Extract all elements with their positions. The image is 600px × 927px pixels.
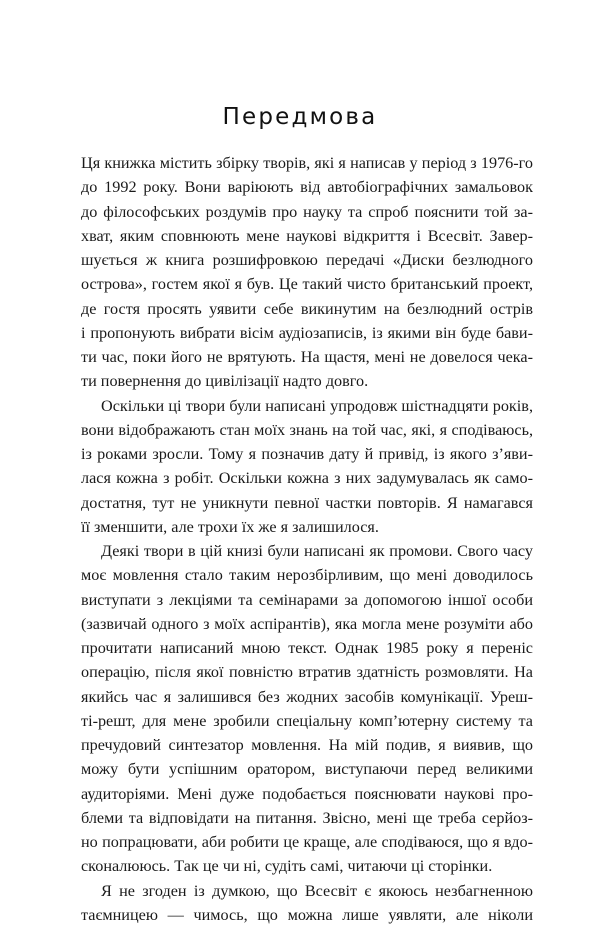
text-line: із роками зросли. Тому я позначив дату й привід, із якого з’яви- [81,442,533,466]
paragraph-1 [81,151,533,394]
text-line: і пропонують вибрати вісім аудіозаписів, із якими він буде бави- [81,321,533,345]
text-line: блеми та відповідати на питання. Звісно, мені ще треба серйоз- [81,806,533,830]
text-line: Я не згоден із думкою, що Всесвіт є якоюсь незбагненною [81,879,533,903]
text-line: достатня, тут не уникнути певної частки повторів. Я намагався [81,491,533,515]
text-line: (зазвичай одного з моїх аспірантів), яка могла мене розуміти або [81,612,533,636]
text-line: шується ж книга розшифровкою передачі «Диски безлюдного [81,248,533,272]
text-line: моє мовлення стало таким нерозбірливим, що мені доводилось [81,563,533,587]
paragraph-3 [81,539,533,879]
paragraph-2 [81,394,533,540]
paragraph-4 [81,879,533,927]
text-line: лася кожна з робіт. Оскільки кожна з них задумувалась як само- [81,466,533,490]
text-line: прочитати написаний мною текст. Однак 1985 року я переніс [81,636,533,660]
text-line: но попрацювати, аби робити це краще, але сподіваюся, що я вдо- [81,830,533,854]
text-line: аудиторіями. Мені дуже подобається пояснювати наукові про- [81,782,533,806]
text-line: виступати з лекціями та семінарами за допомогою іншої особи [81,588,533,612]
text-line: ти повернення до цивілізації надто довго. [81,369,533,393]
text-line: можу бути успішним оратором, виступаючи перед великими [81,757,533,781]
body-text [81,151,533,927]
text-line: де гостя просять уявити себе викинутим на безлюдний острів [81,297,533,321]
text-line: пречудовий синтезатор мовлення. На мій подив, я виявив, що [81,733,533,757]
text-line: вони відображають стан моїх знань на той час, які, я сподіваюсь, [81,418,533,442]
text-line: ти час, поки його не врятують. На щастя, мені не довелося чека- [81,345,533,369]
text-line: сконалююсь. Так це чи ні, судіть самі, читаючи ці сторінки. [81,854,533,878]
chapter-title: Передмова [0,104,600,130]
text-line: острова», гостем якої я був. Це такий чисто британський проект, [81,272,533,296]
text-line: операцію, після якої повністю втратив здатність розмовляти. На [81,660,533,684]
text-line: до філософських роздумів про науку та спроб пояснити той за- [81,200,533,224]
text-line: хват, яким сповнюють мене наукові відкриття і Всесвіт. Завер- [81,224,533,248]
text-line: таємницею — чимось, що можна лише уявляти, але ніколи [81,903,533,927]
text-line: до 1992 року. Вони варіюють від автобіографічних замальовок [81,175,533,199]
text-line: Деякі твори в цій книзі були написані як промови. Свого часу [81,539,533,563]
text-line: Ця книжка містить збірку творів, які я написав у період з 1976-го [81,151,533,175]
text-line: Оскільки ці твори були написані упродовж шістнадцяти років, [81,394,533,418]
text-line: її зменшити, але трохи їх же я залишилося. [81,515,533,539]
text-line: якийсь час я залишився без жодних засобів комунікації. Уреш- [81,685,533,709]
text-line: ті-решт, для мене зробили спеціальну комп’ютерну систему та [81,709,533,733]
